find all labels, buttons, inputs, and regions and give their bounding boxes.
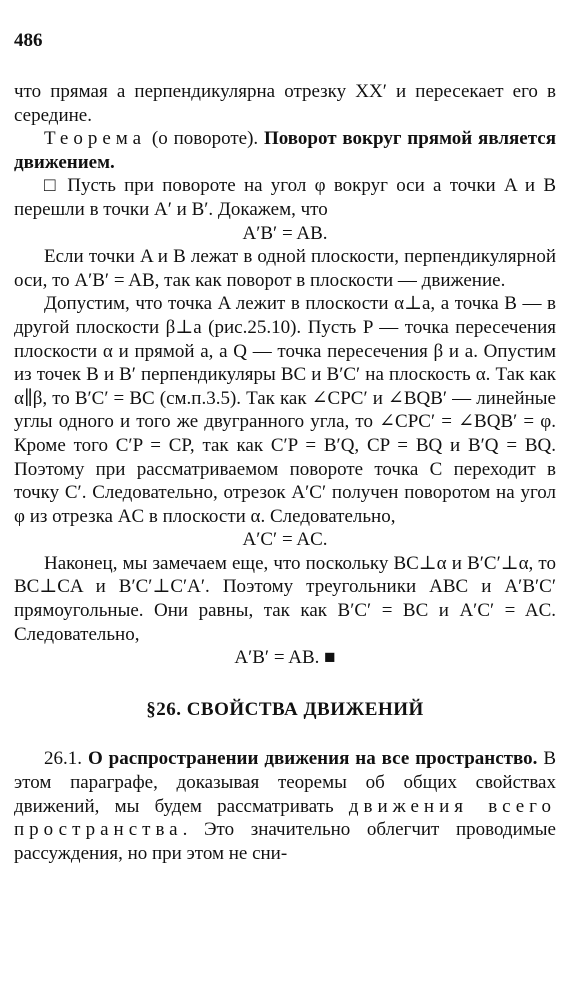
subsection-text-2: . Это значительно облегчит проводимые рассуждения, но при этом не сни- [14, 819, 556, 864]
paragraph-suppose: Допустим, что точка A лежит в плоскости α⊥a, а точка B — в другой плоскости β⊥a (рис.25.10). Пусть P — точка пересечения плоскости α и прямой a, а Q — точка пересечения β и a. Опустим из точек B и B′ перпендикуляры BC и B′C′ на плоскость α. Так как α∥β, то B′C′ = BC (см.п.3.5). Так как ∠CPC′ и ∠BQB′ — линейные углы одного и того же двугранного угла, то ∠CPC′ = ∠BQB′ = φ. Кроме того C′P = CP, так как C′P = B′Q, CP = BQ и B′Q = BQ. Поэтому при рассматриваемом повороте точка C переходит в точку C′. Следовательно, отрезок A′C′ получен поворотом на угол φ из отрезка AC в плоскости α. Следовательно, [14, 293, 556, 527]
paragraph-finally: Наконец, мы замечаем еще, что поскольку BC⊥α и B′C′⊥α, то BC⊥CA и B′C′⊥C′A′. Поэтому треугольники ABC и A′B′C′ прямоугольные. Они равны, так как B′C′ = BC и A′C′ = AC. Следовательно, [14, 552, 556, 645]
proof-intro: □ Пусть при повороте на угол φ вокруг оси a точки A и B перешли в точки A′ и B′. Докажем, что [14, 175, 556, 220]
page-number: 486 [14, 30, 43, 51]
equation-ac: A′C′ = AC. [242, 529, 328, 551]
paragraph-continuation: что прямая a перпендикулярна отрезку XX′ и пересекает его в середине. [14, 81, 556, 126]
section-title: §26. СВОЙСТВА ДВИЖЕНИЙ [146, 698, 424, 720]
equation-final: A′B′ = AB. ■ [234, 647, 336, 669]
paragraph-same-plane: Если точки A и B лежат в одной плоскости, перпендикулярной оси, то A′B′ = AB, так как поворот в плоскости — движение. [14, 246, 556, 291]
subsection-spaced-text: движения всего пространства [14, 795, 556, 841]
equation-ab: A′B′ = AB. [242, 222, 328, 244]
theorem-label: Теорема [44, 128, 147, 150]
page-body [14, 80, 556, 865]
subsection-text-1: В этом параграфе, доказывая теоремы об общих свойствах движений, мы будем рассматривать [14, 748, 556, 817]
subsection-title: О распространении движения на все пространство. [87, 748, 538, 770]
subsection-paragraph [14, 747, 556, 865]
theorem-text: Поворот вокруг прямой является движением. [14, 128, 556, 173]
theorem-statement [14, 127, 556, 174]
theorem-name: (о повороте). [146, 128, 264, 150]
subsection-number: 26.1. [44, 748, 82, 770]
